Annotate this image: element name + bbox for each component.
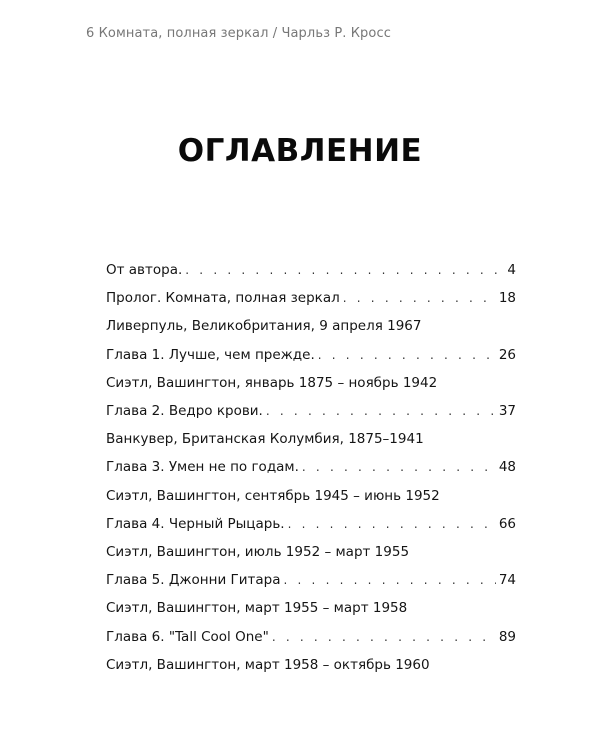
toc-entry xyxy=(106,453,516,481)
toc-entry xyxy=(106,510,516,538)
toc-subtitle xyxy=(106,312,516,340)
toc-entry xyxy=(106,284,516,312)
dot-leader xyxy=(284,574,496,586)
toc-page-number: 18 xyxy=(498,290,516,307)
toc-subtitle-text: Ливерпуль, Великобритания, 9 апреля 1967 xyxy=(106,318,422,335)
toc-subtitle-text: Сиэтл, Вашингтон, июль 1952 – март 1955 xyxy=(106,543,410,560)
toc-subtitle-text: Ванкувер, Британская Колумбия, 1875–1941 xyxy=(106,431,424,448)
toc-entry-title: Пролог. Комната, полная зеркал xyxy=(106,290,340,307)
toc-subtitle-text: Сиэтл, Вашингтон, март 1955 – март 1958 xyxy=(106,600,408,617)
toc-entry-title: Глава 6. "Tall Cool One" xyxy=(106,628,269,645)
toc-entry xyxy=(106,397,516,425)
toc-subtitle-text: Сиэтл, Вашингтон, сентябрь 1945 – июнь 1952 xyxy=(106,487,440,504)
dot-leader xyxy=(272,631,496,643)
toc-page-number: 37 xyxy=(498,403,516,420)
toc-page-number: 26 xyxy=(498,346,516,363)
toc-entry-title: Глава 1. Лучше, чем прежде. xyxy=(106,346,315,363)
toc-subtitle xyxy=(106,482,516,510)
dot-leader xyxy=(266,405,496,417)
toc-subtitle xyxy=(106,369,516,397)
toc-subtitle xyxy=(106,538,516,566)
toc-entry-title: Глава 5. Джонни Гитара xyxy=(106,572,281,589)
toc-page-number: 74 xyxy=(498,572,516,589)
toc-entry xyxy=(106,566,516,594)
toc-entry xyxy=(106,622,516,650)
toc-page-number: 48 xyxy=(498,459,516,476)
toc-subtitle-text: Сиэтл, Вашингтон, январь 1875 – ноябрь 1942 xyxy=(106,374,438,391)
toc-subtitle xyxy=(106,425,516,453)
toc-page-number: 4 xyxy=(507,262,516,279)
toc-entry xyxy=(106,341,516,369)
dot-leader xyxy=(318,349,496,361)
dot-leader xyxy=(302,461,496,473)
toc-entry-title: Глава 2. Ведро крови. xyxy=(106,403,263,420)
toc-entry-title: Глава 4. Черный Рыцарь. xyxy=(106,515,285,532)
toc-page-number: 66 xyxy=(498,515,516,532)
dot-leader xyxy=(288,518,496,530)
toc-entry xyxy=(106,256,516,284)
page-title: ОГЛАВЛЕНИЕ xyxy=(177,133,423,169)
toc-entry-title: Глава 3. Умен не по годам. xyxy=(106,459,299,476)
toc-page-number: 89 xyxy=(498,628,516,645)
dot-leader xyxy=(343,292,496,304)
table-of-contents xyxy=(106,256,516,679)
toc-subtitle xyxy=(106,594,516,622)
dot-leader xyxy=(185,264,499,276)
toc-entry-title: От автора. xyxy=(106,262,183,279)
running-header: 6 Комната, полная зеркал / Чарльз Р. Кросс xyxy=(86,26,391,41)
toc-subtitle xyxy=(106,651,516,679)
toc-subtitle-text: Сиэтл, Вашингтон, март 1958 – октябрь 1960 xyxy=(106,656,430,673)
